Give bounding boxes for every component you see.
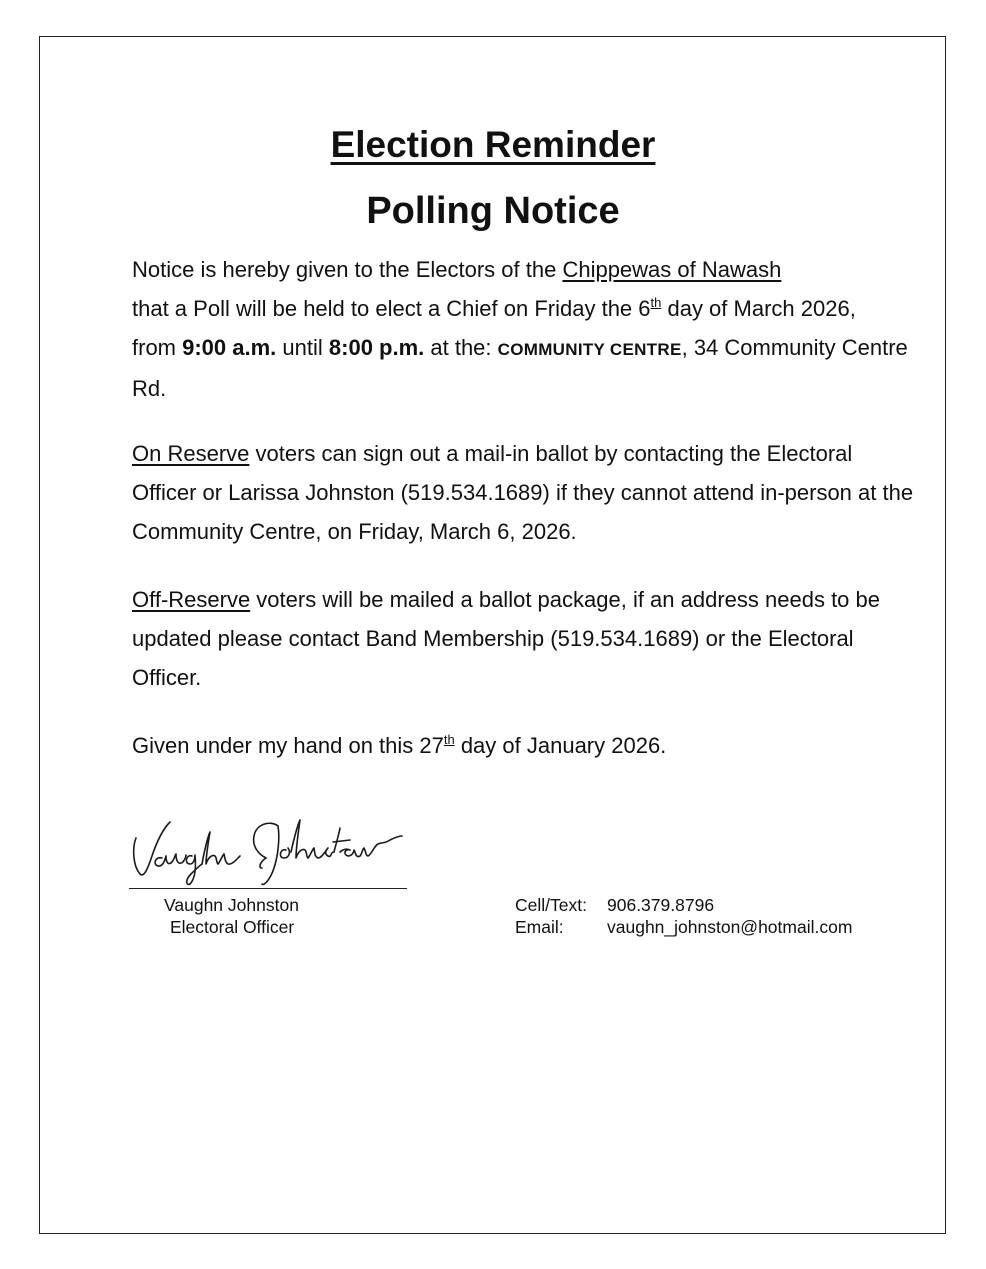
contact-cell: [515, 894, 714, 916]
given-pre: Given under my hand on this 27: [132, 733, 444, 758]
first-nation-name: Chippewas of Nawash: [562, 257, 782, 282]
officer-role: Electoral Officer: [170, 917, 295, 937]
p1-date-text: that a Poll will be held to elect a Chief on Friday the 6: [132, 296, 651, 321]
cell-label: Cell/Text:: [515, 895, 587, 915]
paragraph-on-reserve: [132, 434, 922, 551]
p1-intro: Notice is hereby given to the Electors of the: [132, 257, 563, 282]
end-time: 8:00 p.m.: [328, 335, 425, 360]
until-word: until: [276, 335, 329, 360]
contact-email: [515, 916, 852, 938]
officer-name: Vaughn Johnston: [164, 895, 299, 915]
venue-address: , 34 Community Centre Rd.: [132, 335, 908, 401]
p1-month-text: day of March 2026,: [661, 296, 856, 321]
paragraph-poll-details: [132, 250, 922, 408]
given-post: day of January 2026.: [454, 733, 667, 758]
on-reserve-label: On Reserve: [132, 441, 250, 466]
venue-name: COMMUNITY CENTRE: [497, 340, 682, 359]
email-label: Email:: [515, 917, 564, 937]
paragraph-off-reserve: [132, 580, 922, 697]
at-the-text: at the:: [424, 335, 498, 360]
start-time: 9:00 a.m.: [182, 335, 277, 360]
notice-title: Election Reminder: [330, 124, 656, 165]
paragraph-given-date: [132, 726, 922, 765]
cell-value: 906.379.8796: [607, 895, 715, 915]
notice-subtitle: Polling Notice: [366, 190, 620, 232]
off-reserve-text: voters will be mailed a ballot package, if an address needs to be updated please contact Band Membership (519.534.1689) or the Electoral Officer.: [132, 587, 881, 690]
off-reserve-label: Off-Reserve: [132, 587, 251, 612]
email-value: vaughn_johnston@hotmail.com: [607, 917, 853, 937]
on-reserve-text: voters can sign out a mail-in ballot by contacting the Electoral Officer or Larissa Johnston (519.534.1689) if they cannot attend in-person at the Community Centre, on Friday, March 6, 2026.: [132, 441, 914, 544]
ordinal-suffix: th: [443, 732, 455, 747]
from-word: from: [132, 335, 183, 360]
signature-line: [129, 888, 407, 889]
ordinal-suffix: th: [650, 295, 662, 310]
handwritten-signature: [128, 808, 403, 888]
